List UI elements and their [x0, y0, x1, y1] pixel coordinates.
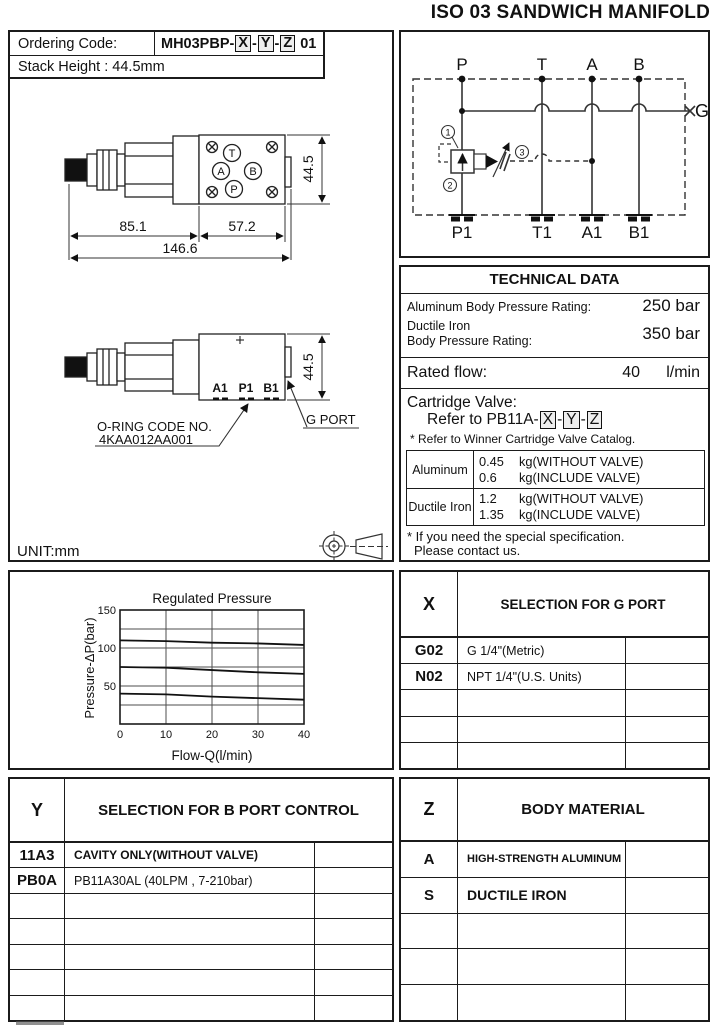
y-tick-label: 150: [97, 605, 116, 617]
table-row-a: [401, 842, 708, 878]
callout-1: 1: [445, 127, 451, 138]
weight-row-ductile: [407, 488, 704, 525]
weight-value: 1.35: [479, 507, 504, 522]
schematic-port-t1: T1: [532, 223, 552, 242]
code-suffix: 01: [300, 35, 317, 52]
divider: [401, 293, 708, 294]
table-x-key: X: [401, 572, 458, 636]
oring-callout: [97, 419, 212, 447]
cartridge-sep: -: [557, 411, 563, 428]
schematic-port-a1: A1: [581, 223, 603, 242]
valve-dimension-drawings: [10, 32, 392, 560]
third-angle-projection-icon: [319, 531, 388, 560]
table-y-header: SELECTION FOR B PORT CONTROL: [98, 801, 359, 819]
option-extra-cell: [626, 842, 708, 877]
weight-value: 0.45: [479, 453, 504, 469]
option-desc: CAVITY ONLY(WITHOUT VALVE): [65, 843, 315, 867]
x-tick-label: 10: [159, 729, 173, 741]
side-view-drawing: [65, 334, 291, 400]
ordering-code-label: Ordering Code:: [10, 32, 155, 55]
cutoff-footer-mark: [16, 1021, 64, 1025]
empty-row: [10, 970, 392, 995]
oring-code-number: 4KAA012AA001: [99, 432, 193, 447]
empty-row: [401, 914, 708, 950]
regulated-pressure-chart-panel: [8, 570, 394, 770]
table-row-n02: [401, 664, 708, 690]
weight-table: [406, 450, 705, 526]
weight-label: kg(INCLUDE VALVE): [519, 469, 641, 485]
empty-row: [10, 919, 392, 944]
schematic-labels: [452, 55, 708, 242]
y-tick-label: 50: [103, 681, 116, 693]
empty-row: [401, 985, 708, 1020]
code-y-box: Y: [258, 35, 274, 52]
chart-y-axis-label: Pressure-ΔP(bar): [82, 617, 97, 719]
schematic-port-t: T: [536, 55, 548, 74]
x-tick-label: 0: [116, 729, 124, 741]
option-desc: PB11A30AL (40LPM , 7-210bar): [65, 868, 315, 892]
ductile-label-line2: Body Pressure Rating:: [407, 334, 533, 348]
cartridge-sep: -: [580, 411, 586, 428]
weight-material: Aluminum: [407, 451, 474, 488]
cartridge-z-box: Z: [587, 411, 602, 429]
special-spec-note-line2: Please contact us.: [414, 543, 521, 558]
callout-2: 2: [447, 180, 453, 191]
manifold-boundary: [413, 79, 685, 215]
divider: [401, 357, 708, 358]
empty-row: [401, 743, 708, 768]
option-extra-cell: [626, 664, 708, 689]
b-port-control-selection-table: [8, 777, 394, 1022]
code-z-box: Z: [280, 35, 295, 52]
y-tick-label: 100: [97, 643, 116, 655]
side-view-port-labels: [212, 381, 279, 395]
chart-plot-area: [98, 605, 310, 741]
special-spec-note-line1: * If you need the special specification.: [407, 529, 625, 544]
ordering-code-table: [8, 30, 325, 79]
x-tick-label: 20: [205, 729, 219, 741]
dim-146-6: 146.6: [162, 240, 198, 256]
x-tick-label: 40: [297, 729, 311, 741]
option-code: S: [401, 878, 458, 913]
empty-row: [401, 717, 708, 743]
weight-row-aluminum: [407, 451, 704, 488]
schematic-port-b1: B1: [628, 223, 650, 242]
weight-label: kg(WITHOUT VALVE): [519, 491, 644, 507]
port-b1-label: B1: [263, 381, 279, 395]
divider: [401, 388, 708, 389]
pressure-reducing-valve-symbol: [439, 143, 510, 177]
aluminum-pressure-value: 250 bar: [642, 296, 700, 315]
schematic-port-a: A: [586, 55, 598, 74]
cartridge-valve-title: Cartridge Valve:: [407, 394, 517, 411]
technical-data-title: TECHNICAL DATA: [489, 271, 620, 288]
weight-value: 1.2: [479, 491, 497, 507]
empty-row: [401, 949, 708, 985]
empty-row: [401, 690, 708, 716]
hydraulic-schematic-drawing: [401, 32, 708, 256]
page-title: ISO 03 SANDWICH MANIFOLD: [430, 2, 710, 23]
junction-dots: [459, 76, 643, 164]
table-row-11a3: [10, 843, 392, 868]
port-a1-label: A1: [212, 381, 228, 395]
port-b-label: B: [249, 166, 257, 178]
cartridge-prefix: Refer to PB11A-: [427, 411, 539, 428]
dim-85-1: 85.1: [119, 218, 147, 234]
code-x-box: X: [235, 35, 251, 52]
port-a-label: A: [217, 166, 225, 178]
option-extra-cell: [626, 878, 708, 913]
option-desc: HIGH-STRENGTH ALUMINUM: [458, 842, 626, 877]
option-desc: DUCTILE IRON: [458, 878, 626, 913]
empty-row: [10, 996, 392, 1020]
weight-label: kg(INCLUDE VALVE): [519, 507, 641, 522]
weight-material: Ductile Iron: [407, 489, 474, 525]
option-code: N02: [401, 664, 458, 689]
empty-row: [10, 945, 392, 970]
table-row-s: [401, 878, 708, 914]
code-sep: -: [274, 35, 280, 52]
option-extra-cell: [626, 638, 708, 663]
top-view-drawing: [65, 135, 291, 204]
table-row-pb0a: [10, 868, 392, 893]
schematic-g-label: G: [694, 101, 708, 121]
cartridge-note: * Refer to Winner Cartridge Valve Catalog.: [410, 432, 636, 446]
schematic-port-b: B: [633, 55, 645, 74]
ordering-code-value: [155, 32, 323, 55]
body-material-selection-table: [399, 777, 710, 1022]
option-code: 11A3: [10, 843, 65, 867]
rated-flow-value: 40: [622, 364, 640, 381]
ductile-label-line1: Ductile Iron: [407, 319, 471, 333]
dimension-drawing-panel: [8, 30, 394, 562]
option-code: PB0A: [10, 868, 65, 892]
dim-57-2: 57.2: [228, 218, 256, 234]
dim-44-5-top: 44.5: [300, 155, 316, 183]
weight-label: kg(WITHOUT VALVE): [519, 453, 644, 469]
table-row-g02: [401, 638, 708, 664]
empty-row: [10, 894, 392, 919]
table-z-key: Z: [401, 779, 458, 840]
schematic-port-p: P: [456, 55, 468, 74]
port-lines: [462, 79, 639, 215]
dim-44-5-side: 44.5: [300, 353, 316, 381]
port-t-label: T: [228, 148, 236, 160]
rated-flow-unit: l/min: [666, 364, 700, 381]
option-desc: NPT 1/4"(U.S. Units): [458, 664, 626, 689]
table-y-key: Y: [10, 779, 65, 841]
oring-code-label: O-RING CODE NO.: [97, 419, 212, 434]
bottom-port-pads: [449, 215, 652, 222]
weight-value: 0.6: [479, 469, 497, 485]
chart-x-axis-label: Flow-Q(l/min): [171, 748, 253, 763]
option-extra-cell: [315, 868, 392, 892]
code-prefix: MH03PBP-: [161, 35, 235, 52]
callout-3: 3: [519, 147, 525, 158]
stack-height-label: Stack Height : 44.5mm: [18, 58, 165, 75]
g-port-selection-table: [399, 570, 710, 770]
cartridge-x-box: X: [540, 411, 556, 429]
table-z-header: BODY MATERIAL: [521, 801, 645, 818]
schematic-port-p1: P1: [451, 223, 473, 242]
cartridge-refer-line: [427, 411, 603, 429]
g-port-label: G PORT: [306, 412, 356, 427]
aluminum-pressure-label: Aluminum Body Pressure Rating:: [407, 300, 592, 314]
option-desc: G 1/4"(Metric): [458, 638, 626, 663]
cartridge-y-box: Y: [563, 411, 579, 429]
x-tick-label: 30: [251, 729, 265, 741]
table-x-header: SELECTION FOR G PORT: [500, 596, 666, 612]
g-gauge-line: [462, 104, 690, 111]
option-extra-cell: [315, 843, 392, 867]
code-sep: -: [252, 35, 257, 52]
option-code: G02: [401, 638, 458, 663]
option-code: A: [401, 842, 458, 877]
technical-data-panel: [399, 265, 710, 562]
chart-title: Regulated Pressure: [152, 591, 272, 606]
rated-flow-label: Rated flow:: [407, 364, 488, 381]
unit-label: UNIT:mm: [17, 543, 80, 560]
ductile-pressure-value: 350 bar: [642, 324, 700, 343]
port-p1-label: P1: [238, 381, 254, 395]
hydraulic-schematic-panel: [399, 30, 710, 258]
regulated-pressure-chart: [10, 572, 392, 768]
port-p-label: P: [230, 184, 238, 196]
